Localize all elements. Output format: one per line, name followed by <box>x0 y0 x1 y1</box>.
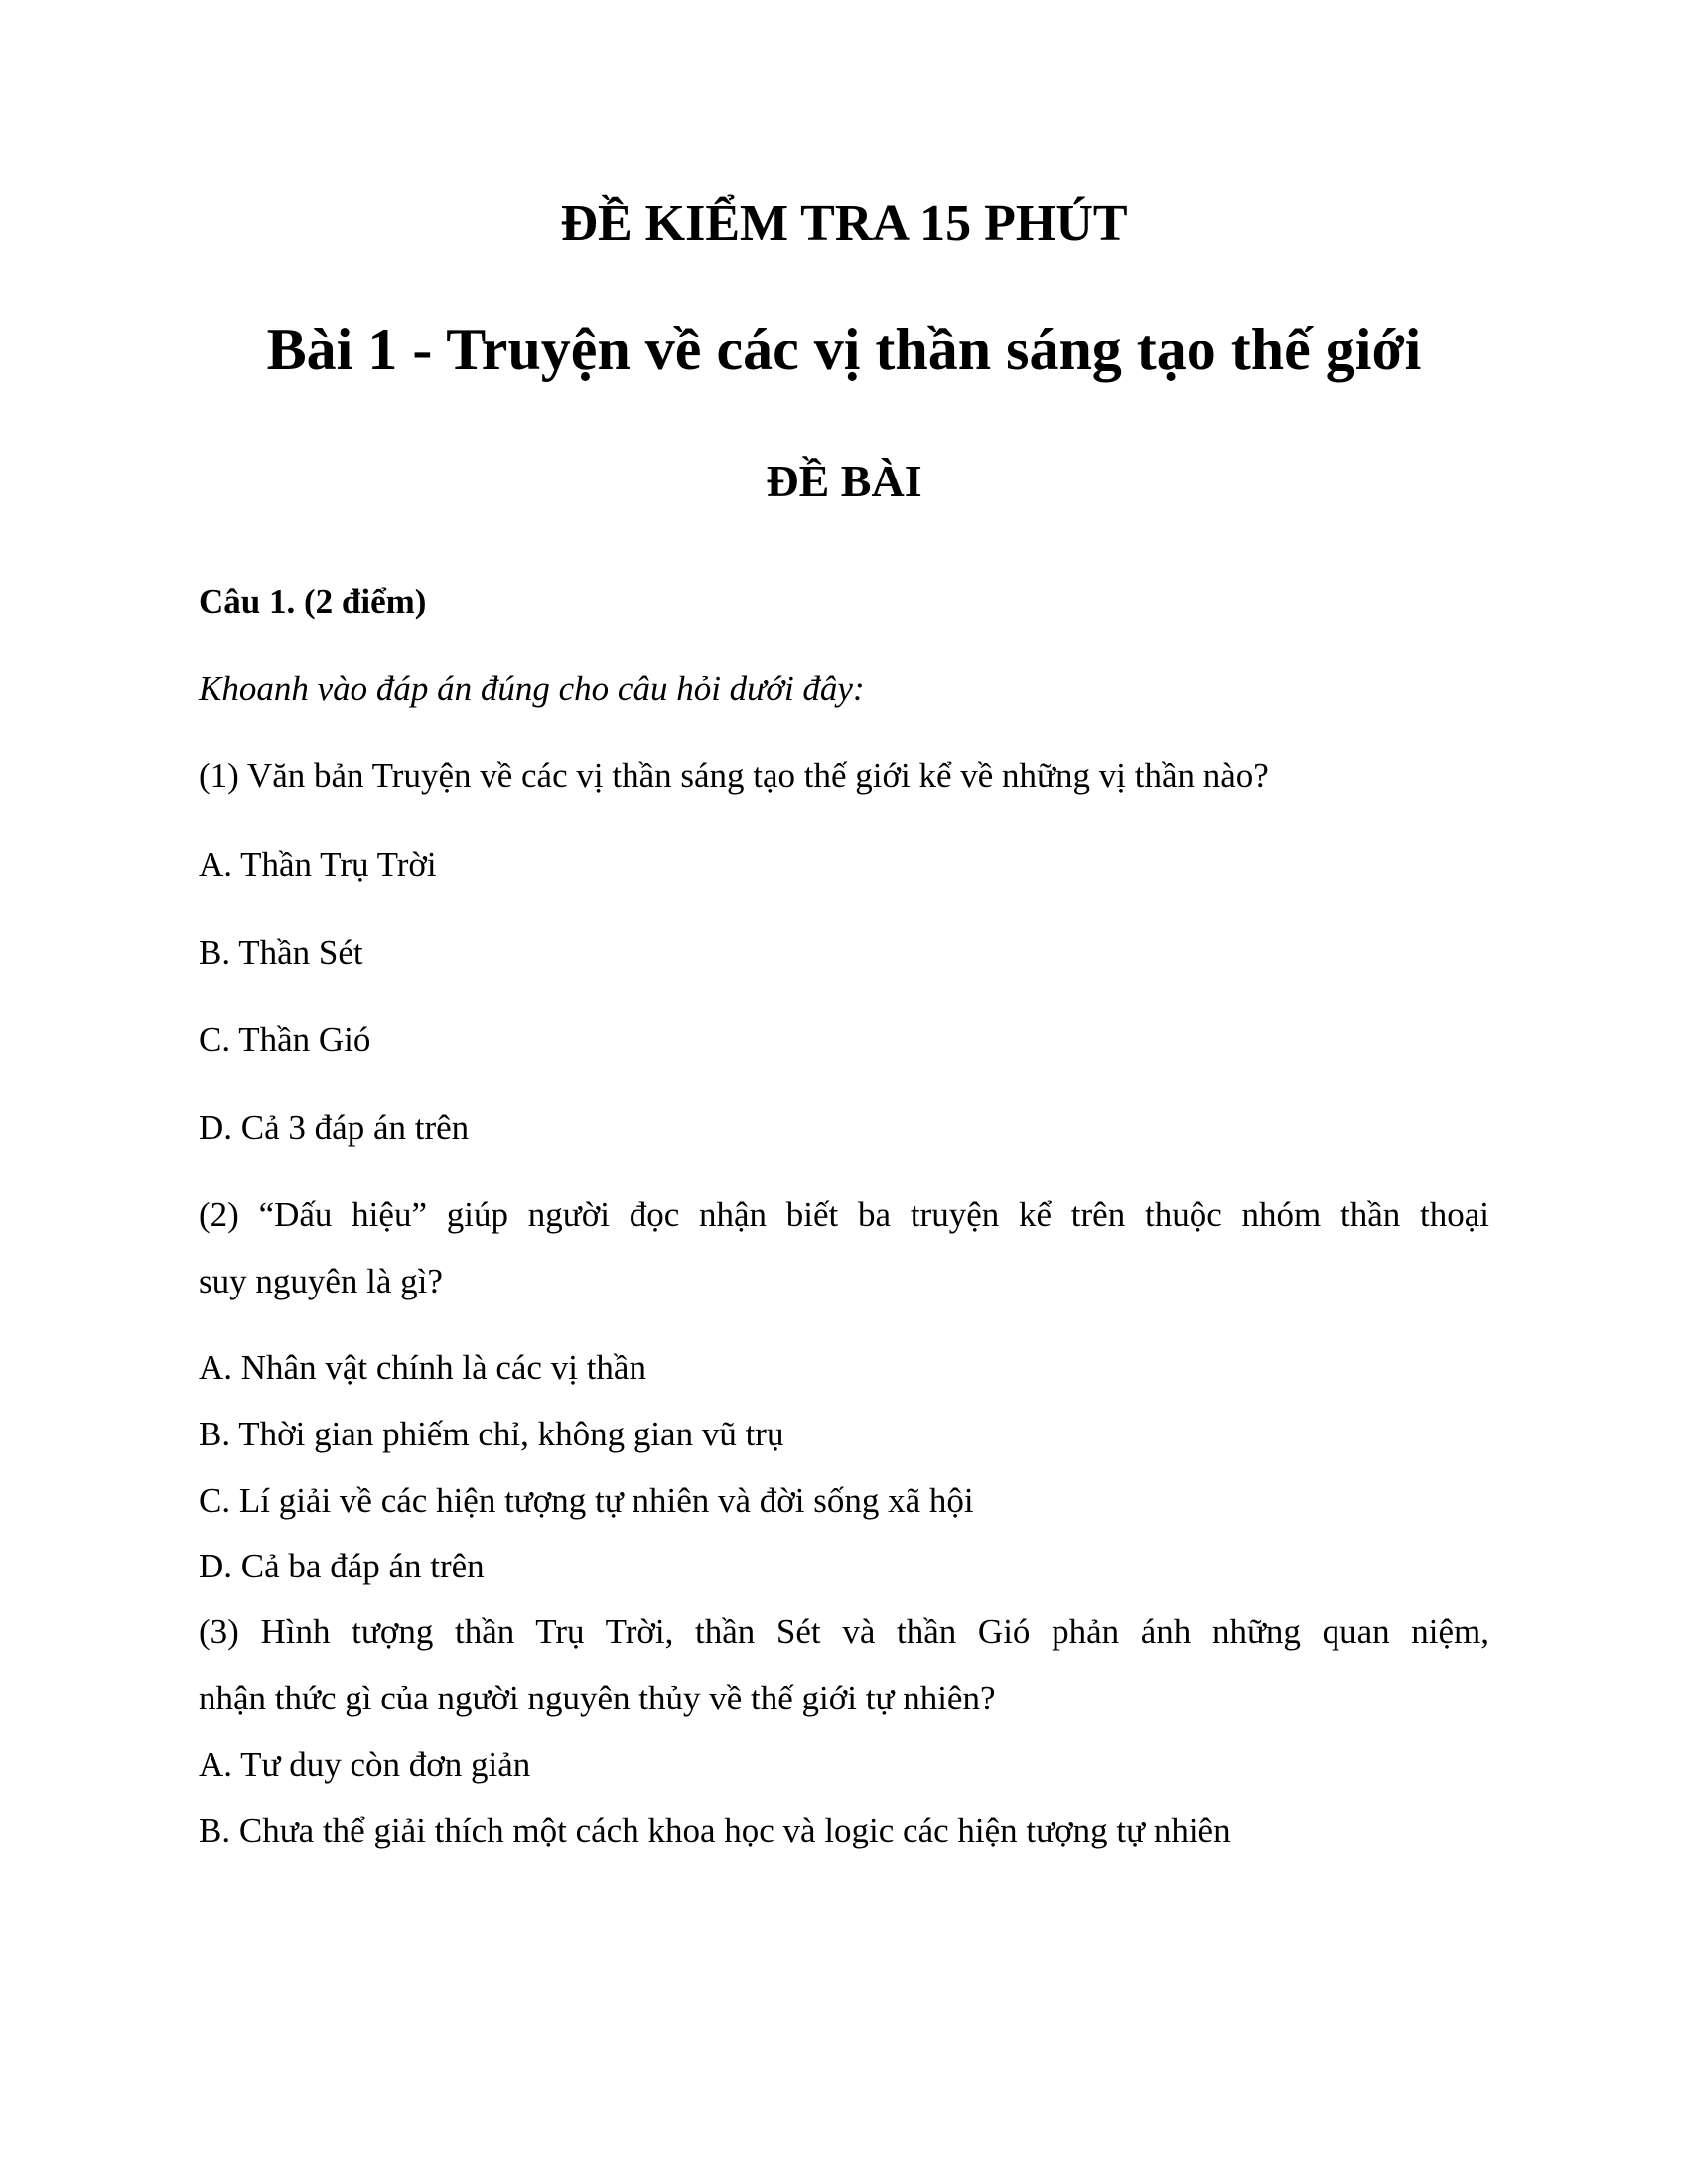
option-1a: A. Thần Trụ Trời <box>199 845 437 884</box>
document-title: ĐỀ KIỂM TRA 15 PHÚT <box>560 196 1128 252</box>
option-2d: D. Cả ba đáp án trên <box>199 1547 485 1585</box>
question-heading: Câu 1. (2 điểm) <box>199 582 427 620</box>
question-instruction: Khoanh vào đáp án đúng cho câu hỏi dưới đây: <box>199 669 865 708</box>
option-1b: B. Thần Sét <box>199 933 363 972</box>
sub-question-2-line-2: suy nguyên là gì? <box>199 1262 443 1300</box>
sub-question-3-line-2: nhận thức gì của người nguyên thủy về thế giới tự nhiên? <box>199 1679 996 1717</box>
sub-question-3-line-1: (3) Hình tượng thần Trụ Trời, thần Sét và thần Gió phản ánh những quan niệm, <box>199 1612 1489 1651</box>
option-1d: D. Cả 3 đáp án trên <box>199 1108 470 1147</box>
option-2c: C. Lí giải về các hiện tượng tự nhiên và đời sống xã hội <box>199 1481 974 1520</box>
sub-question-1: (1) Văn bản Truyện về các vị thần sáng tạo thế giới kể về những vị thần nào? <box>199 756 1269 795</box>
option-3a: A. Tư duy còn đơn giản <box>199 1745 531 1784</box>
lesson-title: Bài 1 - Truyện về các vị thần sáng tạo thế giới <box>266 317 1422 382</box>
option-2b: B. Thời gian phiếm chỉ, không gian vũ trụ <box>199 1415 784 1453</box>
option-2a: A. Nhân vật chính là các vị thần <box>199 1348 646 1387</box>
option-1c: C. Thần Gió <box>199 1021 371 1059</box>
sub-question-2-line-1: (2) “Dấu hiệu” giúp người đọc nhận biết ba truyện kể trên thuộc nhóm thần thoại <box>199 1195 1489 1234</box>
option-3b: B. Chưa thể giải thích một cách khoa học và logic các hiện tượng tự nhiên <box>199 1811 1231 1849</box>
section-heading: ĐỀ BÀI <box>766 456 922 506</box>
